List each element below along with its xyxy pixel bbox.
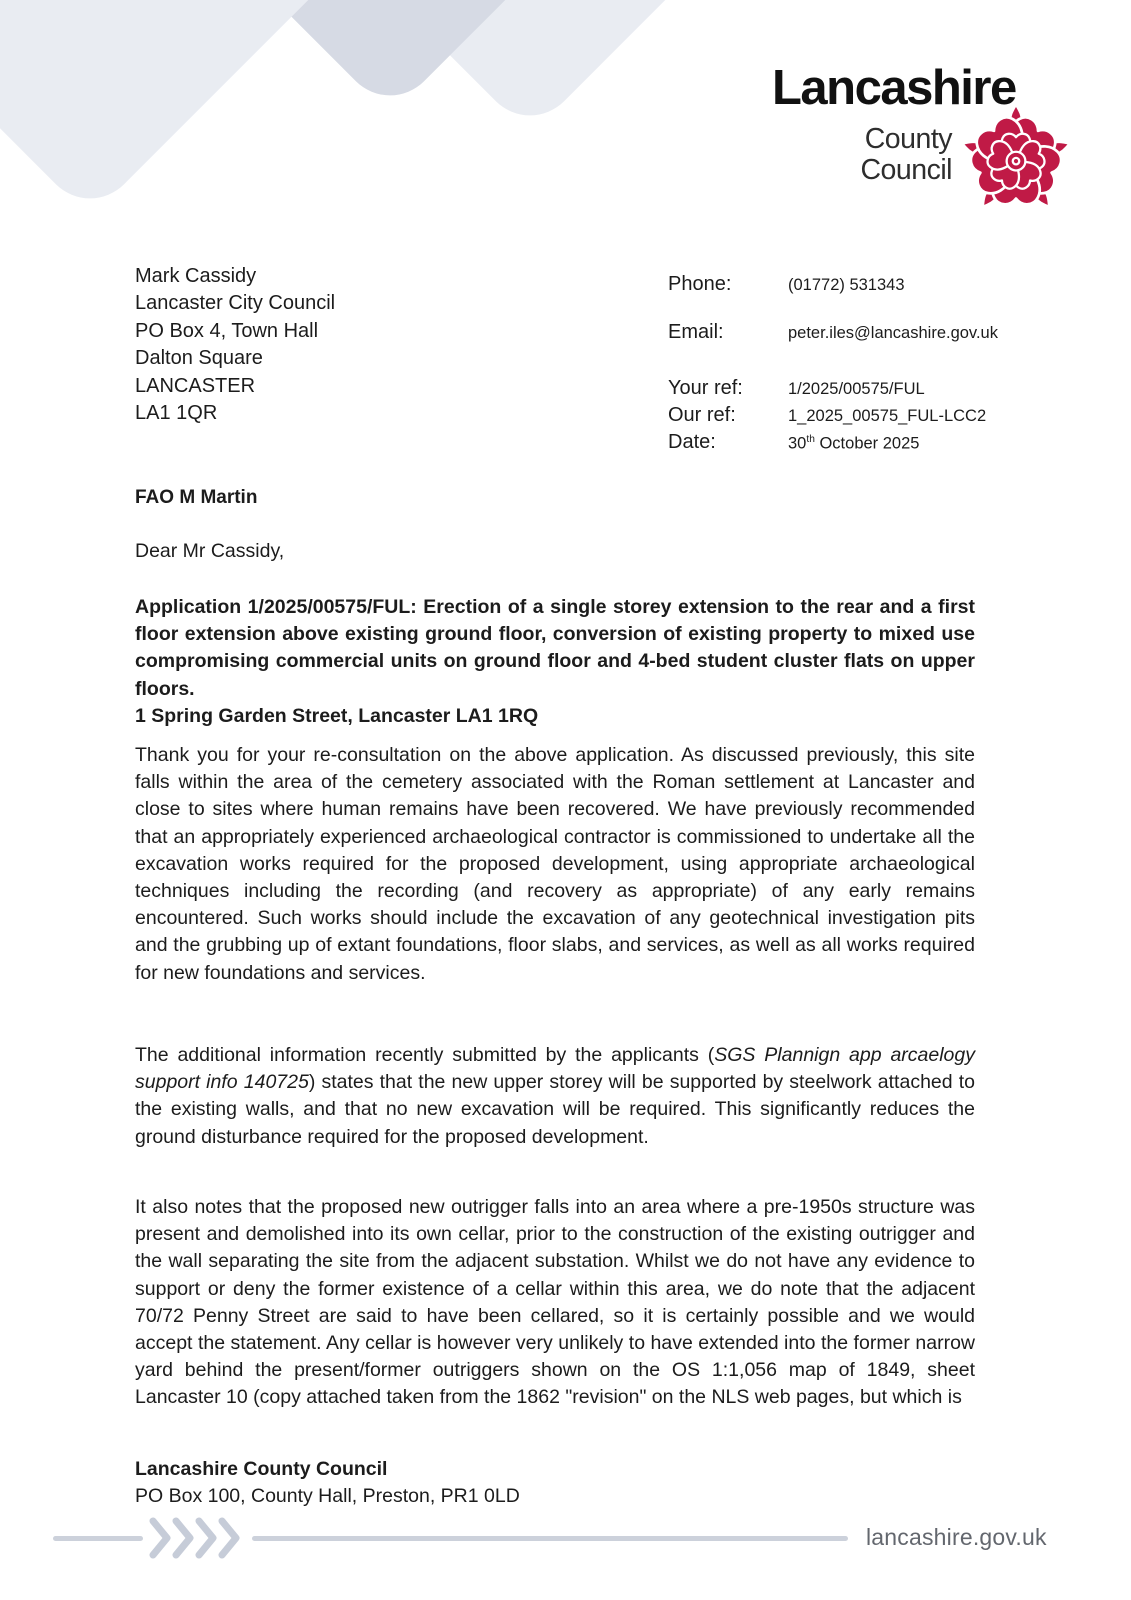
paragraph-2-text: The additional information recently submitted by the applicants ( [135,1044,715,1066]
recipient-line: LANCASTER [135,374,256,397]
paragraph-3: It also notes that the proposed new outrigger falls into an area where a pre-1950s structure was present and demolished into its own cellar, prior to the construction of the existing outrigger and the wall separating the site from the adjacent substation. Whilst we do not have any evidence to support or deny the former existence of a cellar within this area, we do note that the adjacent 70/72 Penny Street are said to have been cellared, so it is certainly possible and we would accept the statement. Any cellar is however very unlikely to have extended into the former narrow yard behind the present/former outriggers shown on the OS 1:1,056 map of 1849, sheet Lancaster 10 (copy attached taken from the 1862 "revision" on the NLS web pages, but which is [135,1196,975,1409]
paragraph-2-text: ) states that the new upper storey will be supported by steelwork attached to the existing walls, and that no new excavation will be required. This significantly reduces the ground disturbance required for the proposed development. [135,1071,976,1148]
date-label: Date: [668,431,716,453]
contact-your-ref-row [668,377,925,400]
subject-address: 1 Spring Garden Street, Lancaster LA1 1RQ [135,704,539,727]
fao-line: FAO M Martin [135,487,258,508]
email-label: Email: [668,321,724,343]
logo-subtitle-line2: Council [860,154,952,186]
chevron-right-icon [148,1516,244,1560]
recipient-line: Mark Cassidy [135,265,257,287]
subject-heading: Application 1/2025/00575/FUL: Erection of a single storey extension to the rear and a first floor extension above existing ground floor, conversion of existing property to mixed use compromising commercial units on ground floor and 4-bed student cluster flats on upper floors. [135,596,975,700]
our-ref-label: Our ref: [668,404,736,426]
footer-org-name: Lancashire County Council [135,1458,388,1480]
logo-wordmark: Lancashire [772,61,1016,115]
logo-subtitle [860,124,952,186]
email-value: peter.iles@lancashire.gov.uk [788,324,998,342]
date-value: 30th October 2025 [788,433,920,452]
salutation: Dear Mr Cassidy, [135,540,285,562]
footer-org-address: PO Box 100, County Hall, Preston, PR1 0LD [135,1485,520,1508]
paragraph-1: Thank you for your re-consultation on the above application. As discussed previously, this site falls within the area of the cemetery associated with the Roman settlement at Lancaster and close to sites where human remains have been recovered. We have previously recommended that an appropriately experienced archaeological contractor is commissioned to undertake all the excavation works required for the proposed development, using appropriate archaeological techniques including the recording (and recovery as appropriate) of any early remains encountered. Such works should include the excavation of any geotechnical investigation pits and the grubbing up of extant foundations, floor slabs, and services, as well as all works required for new foundations and services. [135,744,975,984]
contact-our-ref-row [668,404,986,427]
contact-email-row [668,321,998,344]
paragraph-2 [135,1042,975,1151]
recipient-line: Dalton Square [135,347,263,370]
contact-phone-row [668,273,905,296]
recipient-line: LA1 1QR [135,402,218,425]
logo-subtitle-line1: County [864,123,952,155]
your-ref-label: Your ref: [668,377,743,399]
footer-signature-block [135,1456,975,1510]
your-ref-value: 1/2025/00575/FUL [788,380,925,398]
recipient-address [135,263,335,427]
recipient-line: PO Box 4, Town Hall [135,319,319,342]
footer-rule-right [252,1536,848,1541]
paragraph-2-italic-reference: SGS Plannign app arcaelogy support info 140725 [135,1044,975,1094]
contact-date-row [668,431,919,454]
subject-block [135,594,975,730]
footer-website: lancashire.gov.uk [866,1524,1047,1550]
phone-label: Phone: [668,273,732,295]
council-logo [772,62,1072,210]
lancashire-rose-icon [960,106,1072,210]
our-ref-value: 1_2025_00575_FUL-LCC2 [788,407,987,425]
footer-rule-left [53,1536,143,1541]
recipient-line: Lancaster City Council [135,292,336,315]
phone-value: (01772) 531343 [788,276,905,294]
